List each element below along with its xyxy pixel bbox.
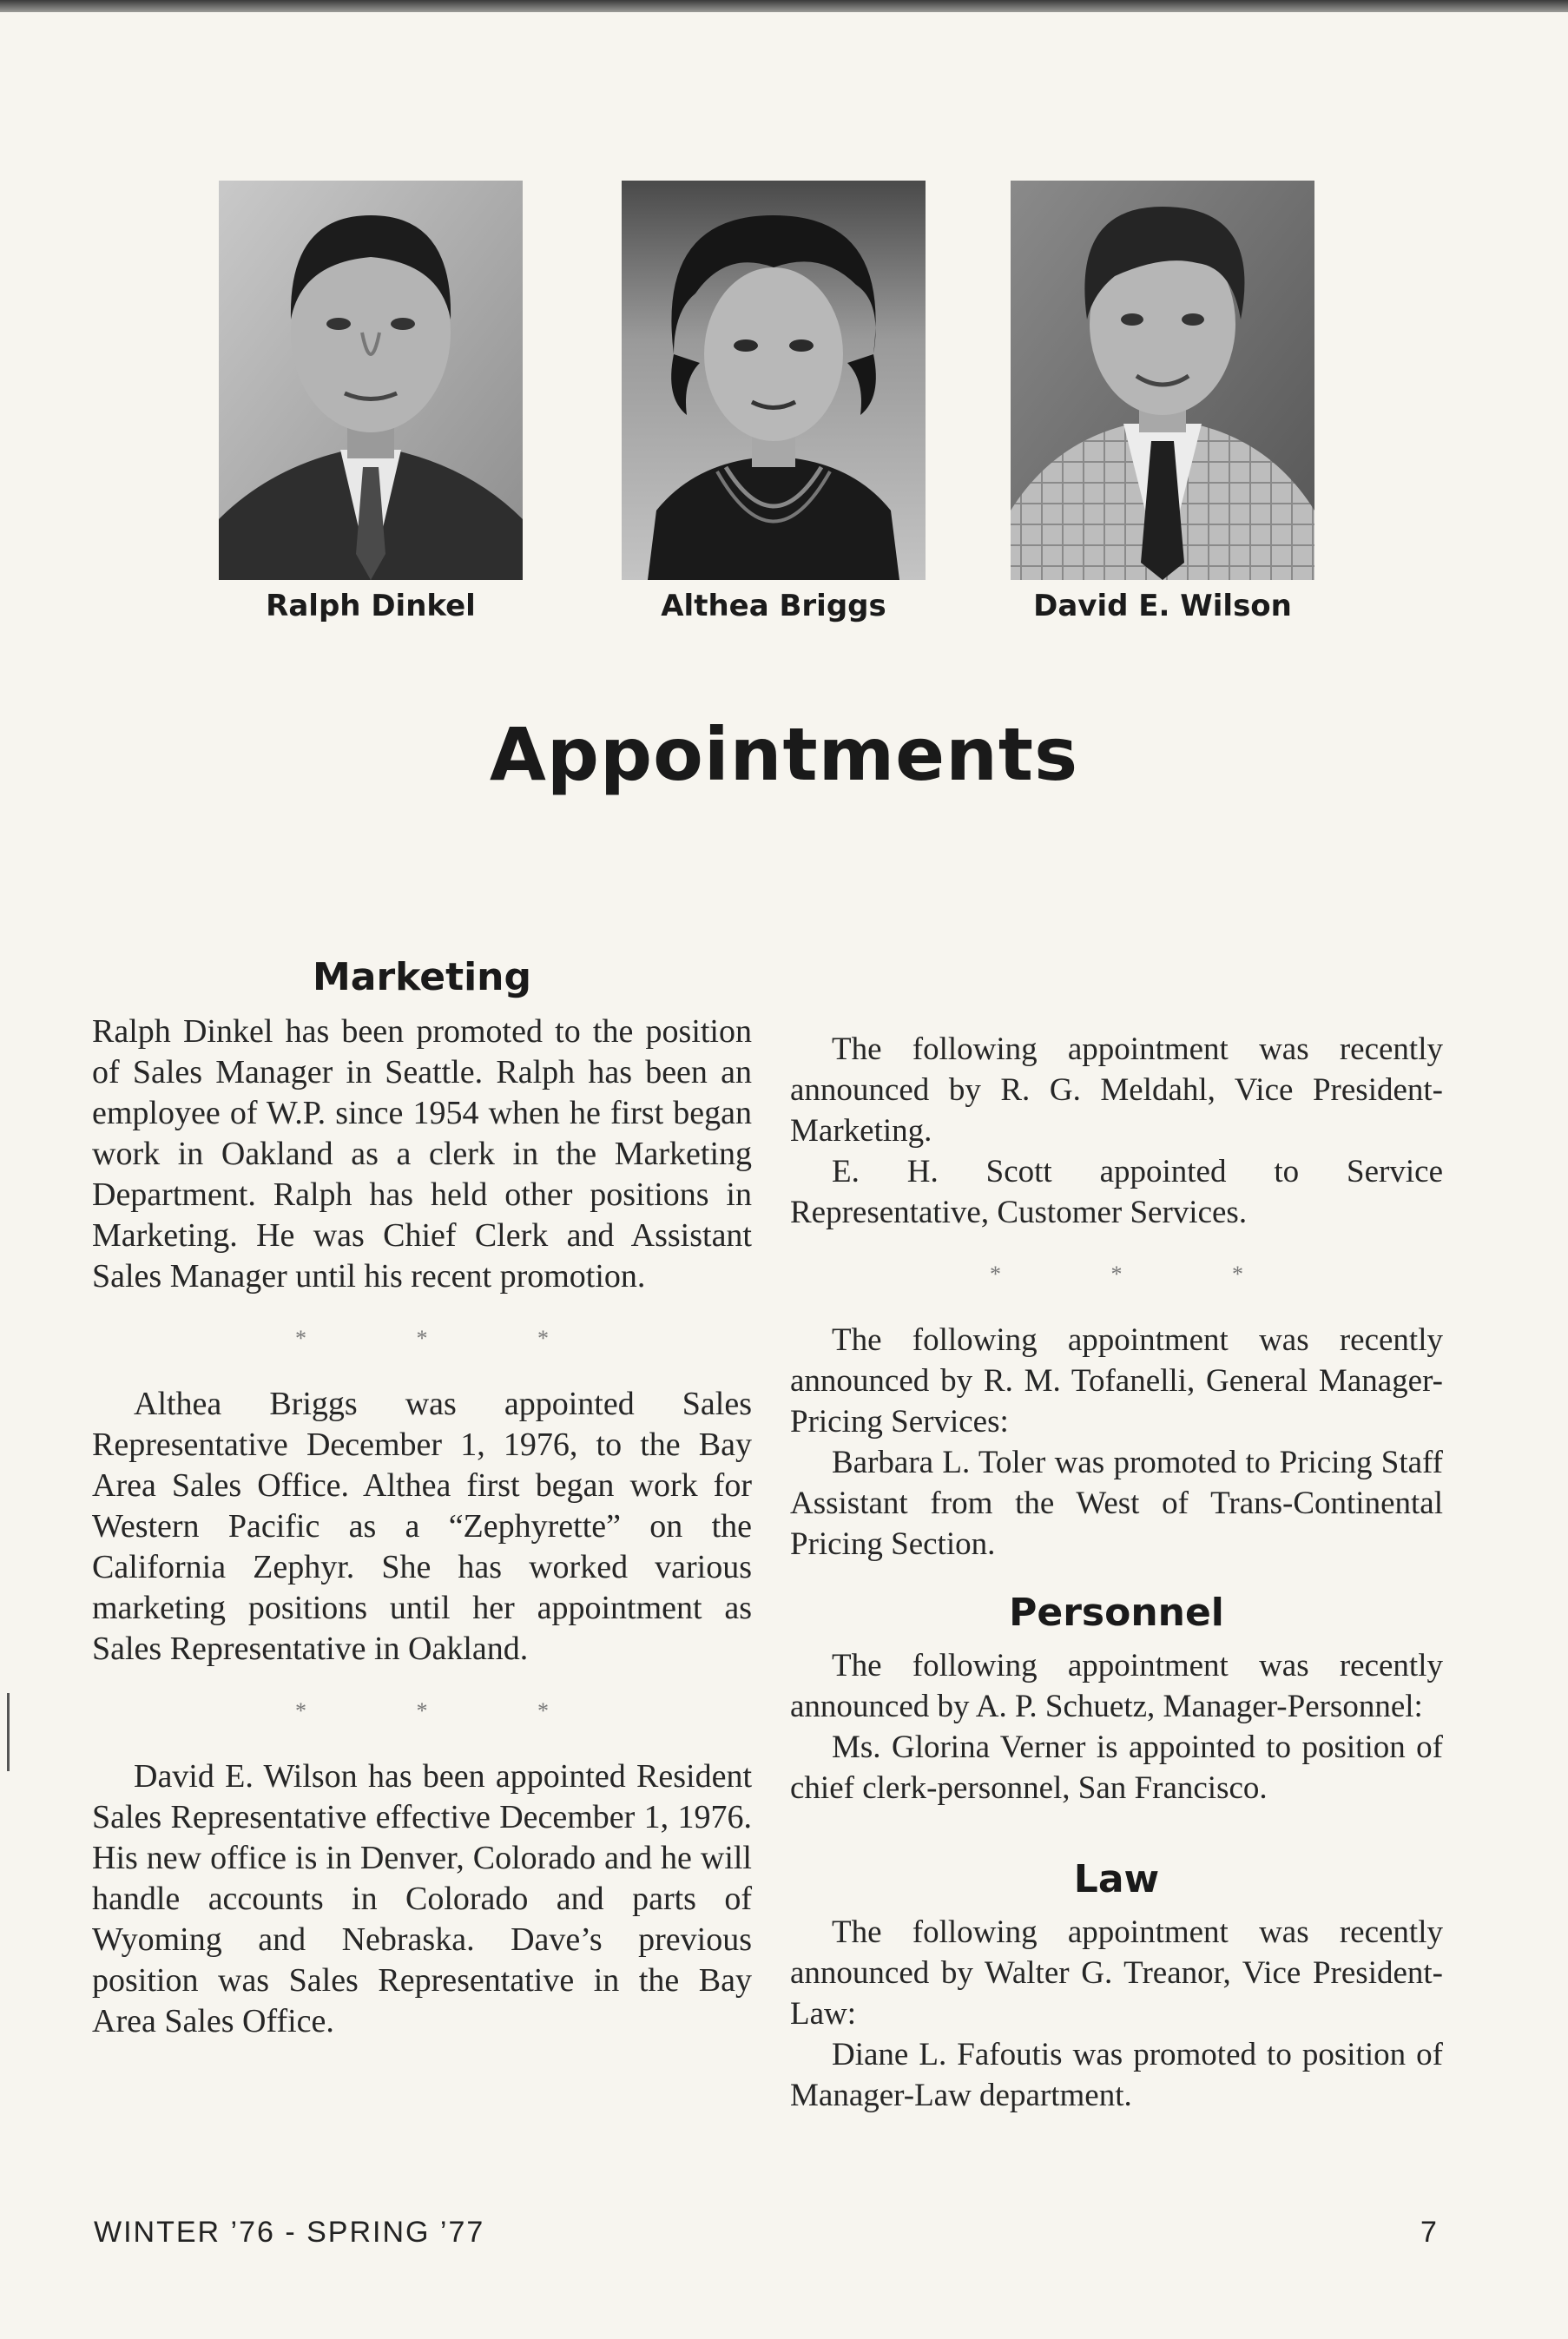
page-edge (0, 0, 1568, 12)
article-paragraph: The following appointment was recently announced by R. M. Tofanelli, General Manager-Pricing Services: (790, 1322, 1443, 1440)
binding-mark (7, 1693, 10, 1771)
section-heading-personnel: Personnel (1009, 1591, 1224, 1635)
photo-ralph-dinkel (219, 181, 523, 580)
article-paragraph: Ralph Dinkel has been promoted to the position of Sales Manager in Seattle. Ralph has been an employee of W.P. since 1954 when he first began work in Oakland as a clerk in the Marketing Department. Ralph has held other positions in Marketing. He was Chief Clerk and Assistant Sales Manager until his recent promotion. (92, 1013, 752, 1295)
marketing-column (92, 955, 752, 2042)
photo-caption: Ralph Dinkel (266, 589, 476, 623)
photo-david-e-wilson (1011, 181, 1314, 580)
article-paragraph: The following appointment was recently announced by R. G. Meldahl, Vice President-Marketing. (790, 1031, 1443, 1149)
section-separator: * * * (990, 1262, 1295, 1287)
photo-althea-briggs (622, 181, 926, 580)
section-separator: * * * (295, 1326, 601, 1351)
issue-footer: WINTER ’76 - SPRING ’77 (94, 2216, 485, 2249)
page-title: Appointments (489, 712, 1079, 797)
page-number: 7 (1420, 2216, 1437, 2249)
article-paragraph: The following appointment was recently announced by Walter G. Treanor, Vice President-Law: (790, 1914, 1443, 2032)
article-paragraph: E. H. Scott appointed to Service Representative, Customer Services. (790, 1154, 1443, 1230)
article-paragraph: Ms. Glorina Verner is appointed to position of chief clerk-personnel, San Francisco. (790, 1730, 1443, 1806)
section-heading-law: Law (1073, 1857, 1160, 1901)
photo-caption: David E. Wilson (1033, 589, 1292, 623)
article-paragraph: Diane L. Fafoutis was promoted to position of Manager-Law department. (790, 2037, 1443, 2113)
section-separator: * * * (295, 1698, 601, 1723)
article-paragraph: Althea Briggs was appointed Sales Representative December 1, 1976, to the Bay Area Sales Office. Althea first began work for Western Pacific as a “Zephyrette” on the California Zephyr. She has worked various marketing positions until her appointment as Sales Representative in Oakland. (92, 1386, 752, 1667)
article-paragraph: David E. Wilson has been appointed Resident Sales Representative effective December 1, 1976. His new office is in Denver, Colorado and he will handle accounts in Colorado and parts of Wyoming and Nebraska. Dave’s previous position was Sales Representative in the Bay Area Sales Office. (92, 1758, 752, 2039)
right-column (790, 1029, 1443, 2116)
photo-caption: Althea Briggs (661, 589, 886, 623)
section-heading-marketing: Marketing (312, 955, 532, 999)
article-paragraph: The following appointment was recently announced by A. P. Schuetz, Manager-Personnel: (790, 1648, 1443, 1724)
article-paragraph: Barbara L. Toler was promoted to Pricing Staff Assistant from the West of Trans-Continental Pricing Section. (790, 1445, 1443, 1562)
